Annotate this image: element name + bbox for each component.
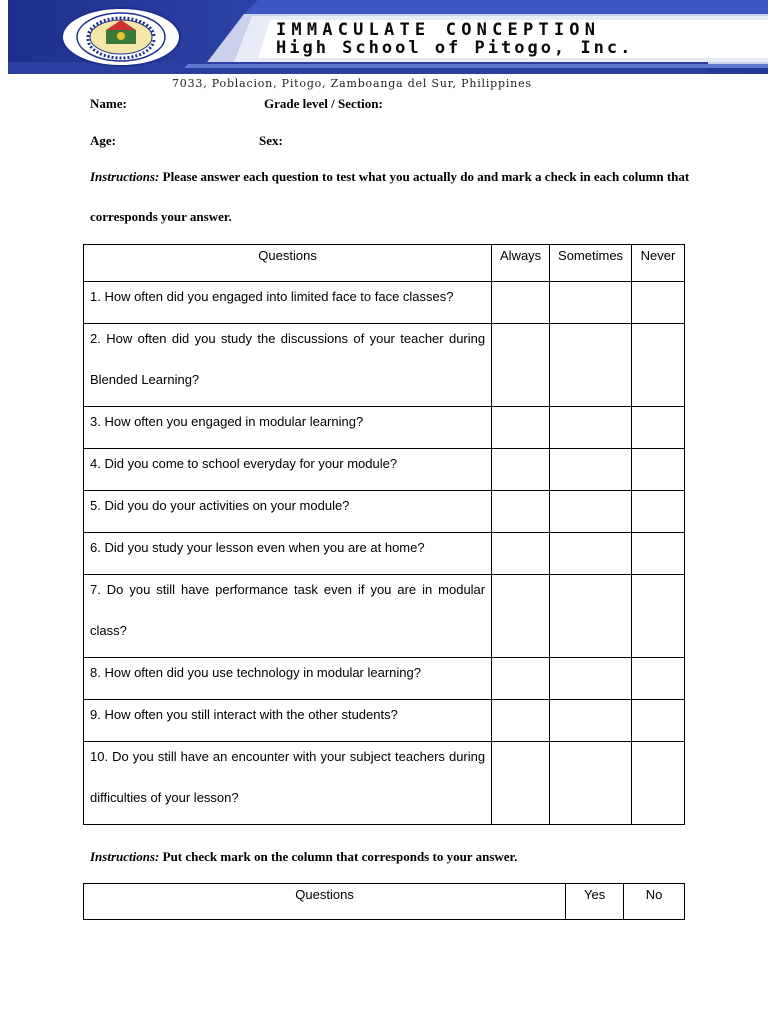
answer-cell-sometimes[interactable] bbox=[550, 742, 632, 825]
section1-instructions-prefix: Instructions: bbox=[90, 169, 160, 184]
answer-cell-sometimes[interactable] bbox=[550, 491, 632, 533]
column-header-questions: Questions bbox=[84, 245, 492, 282]
section1-instructions-text: Please answer each question to test what you actually do and mark a check in each column that corresponds your answer. bbox=[90, 169, 690, 224]
column-header-questions: Questions bbox=[84, 884, 566, 920]
answer-cell-sometimes[interactable] bbox=[550, 324, 632, 407]
answer-cell-never[interactable] bbox=[632, 407, 685, 449]
answer-cell-sometimes[interactable] bbox=[550, 658, 632, 700]
answer-cell-never[interactable] bbox=[632, 491, 685, 533]
school-name-line2: High School of Pitogo, Inc. bbox=[276, 38, 634, 58]
answer-cell-never[interactable] bbox=[632, 742, 685, 825]
answer-cell-sometimes[interactable] bbox=[550, 700, 632, 742]
table-header-row bbox=[84, 884, 685, 920]
question-text: 3. How often you engaged in modular learning? bbox=[84, 401, 492, 443]
question-text: 5. Did you do your activities on your module? bbox=[84, 485, 492, 527]
answer-cell-always[interactable] bbox=[492, 658, 550, 700]
sex-field-label[interactable]: Sex: bbox=[259, 133, 283, 148]
column-header-never: Never bbox=[632, 245, 685, 282]
answer-cell-sometimes[interactable] bbox=[550, 282, 632, 324]
question-text: 6. Did you study your lesson even when you are at home? bbox=[84, 527, 492, 569]
frequency-questionnaire-table bbox=[83, 244, 685, 825]
answer-cell-never[interactable] bbox=[632, 700, 685, 742]
answer-cell-sometimes[interactable] bbox=[550, 449, 632, 491]
section2-instructions bbox=[90, 837, 690, 877]
section1-instructions bbox=[90, 157, 690, 237]
question-text: 8. How often did you use technology in modular learning? bbox=[84, 652, 492, 694]
section2-instructions-prefix: Instructions: bbox=[90, 849, 160, 864]
age-field-label[interactable]: Age: bbox=[90, 133, 116, 148]
question-text: 2. How often did you study the discussions of your teacher during Blended Learning? bbox=[84, 318, 492, 401]
yes-no-questionnaire-table bbox=[83, 883, 685, 920]
answer-cell-always[interactable] bbox=[492, 407, 550, 449]
table-row bbox=[84, 324, 685, 407]
question-text: 1. How often did you engaged into limited face to face classes? bbox=[84, 276, 492, 318]
question-text: 4. Did you come to school everyday for your module? bbox=[84, 443, 492, 485]
answer-cell-always[interactable] bbox=[492, 700, 550, 742]
question-text: 9. How often you still interact with the other students? bbox=[84, 694, 492, 736]
column-header-yes: Yes bbox=[566, 884, 624, 920]
answer-cell-sometimes[interactable] bbox=[550, 575, 632, 658]
school-seal-icon bbox=[60, 6, 182, 68]
question-text: 7. Do you still have performance task even if you are in modular class? bbox=[84, 569, 492, 652]
answer-cell-always[interactable] bbox=[492, 324, 550, 407]
school-banner bbox=[8, 0, 768, 74]
name-field-label[interactable]: Name: bbox=[90, 96, 127, 111]
grade-section-field-label[interactable]: Grade level / Section: bbox=[264, 96, 383, 111]
answer-cell-always[interactable] bbox=[492, 533, 550, 575]
answer-cell-always[interactable] bbox=[492, 742, 550, 825]
answer-cell-never[interactable] bbox=[632, 282, 685, 324]
question-text: 10. Do you still have an encounter with your subject teachers during difficulties of your lesson? bbox=[84, 736, 492, 819]
answer-cell-sometimes[interactable] bbox=[550, 407, 632, 449]
table-row bbox=[84, 742, 685, 825]
school-address: 7033, Poblacion, Pitogo, Zamboanga del Sur, Philippines bbox=[172, 77, 532, 90]
answer-cell-always[interactable] bbox=[492, 491, 550, 533]
section2-instructions-text: Put check mark on the column that corresponds to your answer. bbox=[159, 849, 518, 864]
table-row bbox=[84, 575, 685, 658]
answer-cell-never[interactable] bbox=[632, 324, 685, 407]
answer-cell-always[interactable] bbox=[492, 575, 550, 658]
answer-cell-never[interactable] bbox=[632, 575, 685, 658]
answer-cell-never[interactable] bbox=[632, 658, 685, 700]
column-header-sometimes: Sometimes bbox=[550, 245, 632, 282]
column-header-no: No bbox=[624, 884, 685, 920]
school-name-line1: IMMACULATE CONCEPTION bbox=[276, 20, 601, 40]
column-header-always: Always bbox=[492, 245, 550, 282]
answer-cell-never[interactable] bbox=[632, 449, 685, 491]
answer-cell-always[interactable] bbox=[492, 282, 550, 324]
answer-cell-always[interactable] bbox=[492, 449, 550, 491]
answer-cell-never[interactable] bbox=[632, 533, 685, 575]
answer-cell-sometimes[interactable] bbox=[550, 533, 632, 575]
